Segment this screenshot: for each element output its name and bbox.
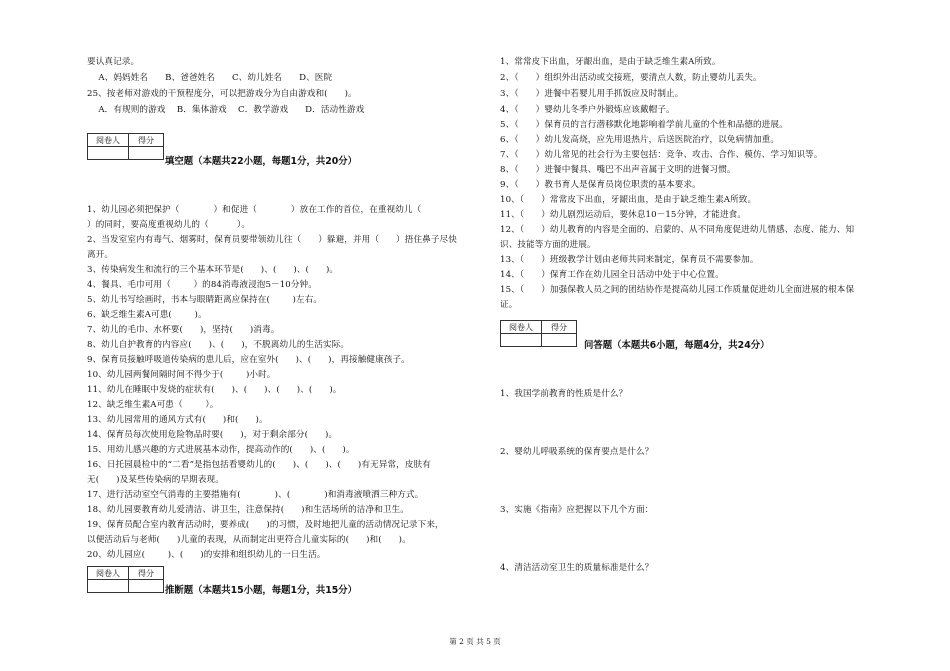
judge-item: 2、（ ）组织外出活动或交接班，要清点人数，防止婴幼儿丢失。 xyxy=(500,73,762,83)
fill-section-title: 填空题（本题共22小题，每题1分，共20分） xyxy=(165,156,357,167)
fill-item: 4、餐具、毛巾可用（ ）的84消毒液浸泡5－10分钟。 xyxy=(87,280,317,290)
score-label: 得分 xyxy=(542,321,577,334)
judge-item: 4、（ ）婴幼儿冬季户外锻炼应该戴帽子。 xyxy=(500,105,675,115)
fill-item: 18、幼儿园要教育幼儿爱清洁、讲卫生，注意保持( )和生活场所的洁净和卫生。 xyxy=(87,505,409,515)
fill-item: 离开。 xyxy=(87,250,114,260)
question-line: 25、按老师对游戏的干预程度分，可以把游戏分为自由游戏和( )。 xyxy=(87,89,357,99)
fill-item: 12、缺乏维生素A可患（ ）。 xyxy=(87,400,219,410)
fill-item: 3、传染病发生和流行的三个基本环节是( )、( )、( )。 xyxy=(87,265,339,275)
judge-item: 5、（ ）保育员的言行潜移默化地影响着学前儿童的个性和品德的进展。 xyxy=(500,120,788,130)
score-box xyxy=(87,133,164,160)
option-line: A．有规则的游戏 B．集体游戏 C．教学游戏 D．活动性游戏 xyxy=(87,105,365,115)
judge-section-title: 推断题（本题共15小题，每题1分，共15分） xyxy=(165,585,357,596)
judge-item: 12、（ ）幼儿教育的内容是全面的、启蒙的、从不同角度促进幼儿情感、态度、能力、知 xyxy=(500,225,855,235)
fill-item: 无( )及某些传染病的早期表现。 xyxy=(87,475,224,485)
judge-item: 证。 xyxy=(500,300,518,310)
fill-item: 5、幼儿书写绘画时，书本与眼睛距离应保持在( )左右。 xyxy=(87,295,323,305)
reviewer-label: 阅卷人 xyxy=(501,321,542,334)
reviewer-cell xyxy=(88,580,129,593)
judge-item: 6、（ ）幼儿发高烧，应先用退热片，后送医院治疗，以免病情加重。 xyxy=(500,135,780,145)
judge-item: 8、（ ）进餐中餐具、嘴巴不出声音属于文明的进餐习惯。 xyxy=(500,165,736,175)
score-cell xyxy=(129,147,164,160)
reviewer-cell xyxy=(88,147,129,160)
fill-item: 以便活动后与老师( )儿童的表现，从而制定出更符合儿童实际的( )和( )。 xyxy=(87,535,411,545)
reviewer-label: 阅卷人 xyxy=(88,567,129,580)
qa-item: 3、实施《指南》应把握以下几个方面： xyxy=(500,505,654,515)
score-box xyxy=(500,320,577,347)
judge-item: 14、（ ）保育工作在幼儿园全日活动中处于中心位置。 xyxy=(500,270,724,280)
fill-item: 15、用幼儿感兴趣的方式进展基本动作，提高动作的( )、( )。 xyxy=(87,445,355,455)
fill-item: ）的同时，要高度重视幼儿的（ ）。 xyxy=(87,220,251,230)
fill-item: 10、幼儿园两餐间隔时间不得少于( )小时。 xyxy=(87,370,276,380)
qa-section-title: 问答题（本题共6小题，每题4分，共24分） xyxy=(584,340,770,351)
fill-item: 16、日托园晨检中的“二看”是指包括看婴幼儿的( )、( )、( )有无异常，皮肤有 xyxy=(87,460,431,470)
fill-item: 11、幼儿在睡眠中发烧的症状有( )、( )、( )、( )。 xyxy=(87,385,342,395)
score-label: 得分 xyxy=(129,134,164,147)
fill-item: 1、幼儿园必须把保护（ ）和促进（ ）放在工作的首位，在重视幼儿（ xyxy=(87,205,422,215)
judge-item: 13、（ ）班级教学计划由老师共同来制定，保育员不需要参加。 xyxy=(500,255,759,265)
fill-item: 8、幼儿自护教育的内容应( )、( )，不脱离幼儿的生活实际。 xyxy=(87,340,350,350)
reviewer-label: 阅卷人 xyxy=(88,134,129,147)
score-cell xyxy=(129,580,164,593)
score-cell xyxy=(542,334,577,347)
score-label: 得分 xyxy=(129,567,164,580)
judge-item: 11、（ ）幼儿剧烈运动后，要休息10－15分钟，才能进食。 xyxy=(500,210,747,220)
judge-item: 1、常常皮下出血，牙龈出血，是由于缺乏维生素A所致。 xyxy=(500,57,721,67)
judge-item: 3、（ ）进餐中若婴儿用手抓饭应及时制止。 xyxy=(500,89,684,99)
fill-item: 20、幼儿园应( )、( )的安排和组织幼儿的一日生活。 xyxy=(87,550,326,560)
page-footer: 第 2 页 共 5 页 xyxy=(449,637,501,646)
fill-item: 2、当发室室内有毒气、烟雾时，保育员要带领幼儿往（ ）躲避，并用（ ）捂住鼻子尽快 xyxy=(87,235,457,245)
fill-item: 6、缺乏维生素A可患( )。 xyxy=(87,310,207,320)
judge-item: 7、（ ）幼儿常见的社会行为主要包括：竞争、攻击、合作、模仿、学习知识等。 xyxy=(500,150,823,160)
reviewer-cell xyxy=(501,334,542,347)
judge-item: 识、技能等方面的进展。 xyxy=(500,240,596,250)
score-box xyxy=(87,566,164,593)
option-line: A、妈妈姓名 B、爸爸姓名 C、幼儿姓名 D、医院 xyxy=(87,73,333,83)
fill-item: 9、保育员接触呼吸道传染病的患儿后，应在室外( )、( )，再接触健康孩子。 xyxy=(87,355,410,365)
fill-item: 13、幼儿园常用的通风方式有( )和( )。 xyxy=(87,415,268,425)
judge-item: 15、（ ）加强保教人员之间的团结协作是提高幼儿园工作质量促进幼儿全面进展的根本保 xyxy=(500,285,855,295)
fill-item: 7、幼儿的毛巾、水杯要( )，坚持( )消毒。 xyxy=(87,325,280,335)
fill-item: 17、进行活动室空气消毒的主要措施有( )、( )和消毒液喷洒三种方式。 xyxy=(87,490,424,500)
fill-item: 14、保育员每次使用危险物品时要( )，对于剩余部分( )。 xyxy=(87,430,338,440)
text-line: 要认真记录。 xyxy=(87,57,140,67)
qa-item: 2、婴幼儿呼吸系统的保育要点是什么？ xyxy=(500,447,654,457)
judge-item: 10、（ ）常常皮下出血，牙龈出血，是由于缺乏维生素A所致。 xyxy=(500,195,757,205)
judge-item: 9、（ ）教书育人是保育员岗位职责的基本要求。 xyxy=(500,180,701,190)
qa-item: 1、我国学前教育的性质是什么？ xyxy=(500,389,628,399)
qa-item: 4、清洁活动室卫生的质量标准是什么？ xyxy=(500,563,654,573)
fill-item: 19、保育员配合室内教育活动时，要养成( )的习惯，及时地把儿童的活动情况记录下来， xyxy=(87,520,444,530)
